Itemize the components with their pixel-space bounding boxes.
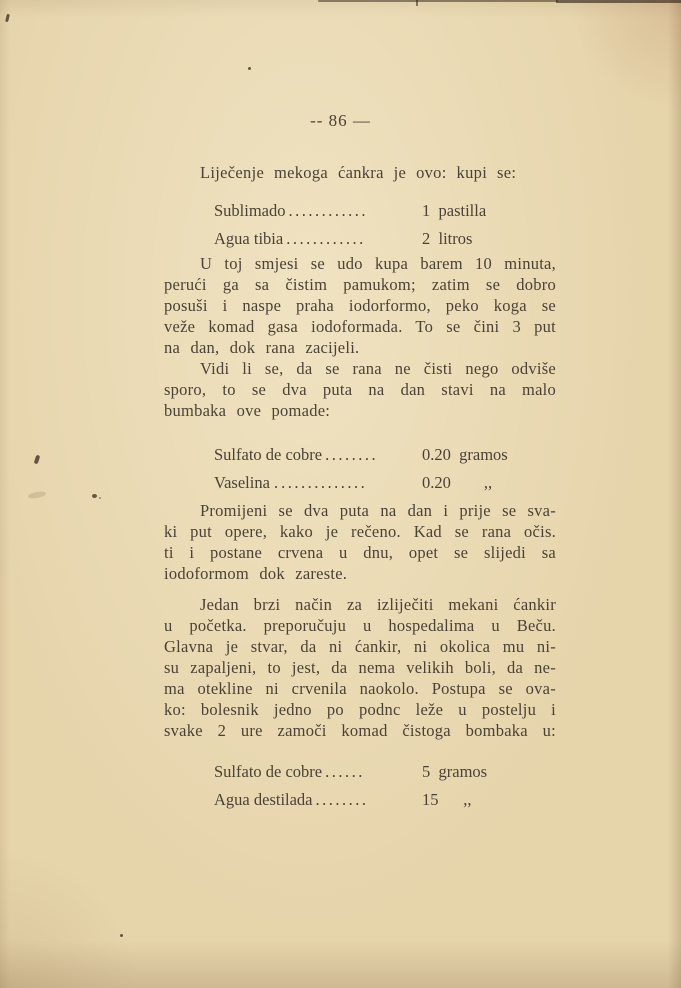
dosage-label: Sublimado bbox=[214, 201, 286, 220]
ink-speck bbox=[34, 455, 41, 465]
paragraph bbox=[164, 253, 556, 358]
dosage-value: 5 gramos bbox=[422, 762, 488, 781]
leader-dots: ............ bbox=[286, 229, 366, 248]
ink-speck bbox=[99, 497, 101, 499]
paragraph bbox=[164, 358, 556, 421]
text-line: Vidi li se, da se rana ne čisti nego odviše bbox=[200, 359, 556, 378]
dosage-list bbox=[164, 758, 556, 814]
dosage-row bbox=[164, 441, 556, 469]
text-line: svake 2 ure zamoči komad čistoga bombaka u: bbox=[164, 721, 556, 740]
ink-speck bbox=[416, 0, 418, 6]
page-number: -- 86 — bbox=[310, 111, 371, 130]
text-line: ti i postane crvena u dnu, opet se slijedi sa bbox=[164, 543, 556, 562]
dosage-row bbox=[164, 469, 556, 497]
leader-dots: ........ bbox=[315, 790, 369, 809]
dosage-value: 0.20 gramos bbox=[422, 445, 508, 464]
ink-speck bbox=[92, 494, 97, 498]
leader-dots: ...... bbox=[325, 762, 365, 781]
dosage-row bbox=[164, 225, 556, 253]
text-line: veže komad gasa iodoformada. To se čini 3 put bbox=[164, 317, 556, 336]
scan-edge-line bbox=[318, 0, 558, 2]
dosage-list bbox=[164, 441, 556, 497]
scan-edge-line bbox=[556, 0, 681, 3]
dosage-label: Vaselina . bbox=[214, 473, 279, 492]
dosage-value: 15 ,, bbox=[422, 790, 472, 809]
dosage-value: 2 litros bbox=[422, 229, 473, 248]
dosage-row bbox=[164, 786, 556, 814]
leader-dots: ........ bbox=[325, 445, 379, 464]
text-line: Promijeni se dva puta na dan i prije se sva- bbox=[200, 501, 556, 520]
text-line: su zapaljeni, to jest, da nema velikih boli, da ne- bbox=[164, 658, 556, 677]
dosage-value: 1 pastilla bbox=[422, 201, 487, 220]
dosage-list bbox=[164, 197, 556, 253]
dosage-row bbox=[164, 197, 556, 225]
text-line: u početka. preporučuju u hospedalima u Beču. bbox=[164, 616, 556, 635]
dosage-label: Sulfato de cobre bbox=[214, 445, 323, 464]
ink-speck bbox=[248, 67, 251, 70]
dosage-label: Sulfato de cobre bbox=[214, 762, 323, 781]
ink-speck bbox=[120, 934, 123, 937]
leader-dots: ............. bbox=[281, 473, 368, 492]
text-line: na dan, dok rana zacijeli. bbox=[164, 338, 360, 357]
text-line: posuši i naspe praha iodorformo, peko koga se bbox=[164, 296, 556, 315]
text-line: Jedan brzi način za izliječiti mekani ćankir bbox=[200, 595, 556, 614]
dosage-label: Agua destilada bbox=[214, 790, 313, 809]
text-line: sporo, to se dva puta na dan stavi na malo bbox=[164, 380, 556, 399]
text-line: bumbaka ove pomade: bbox=[164, 401, 331, 420]
text-line: ma otekline ni crvenila naokolo. Postupa se ova- bbox=[164, 679, 556, 698]
dosage-row bbox=[164, 758, 556, 786]
leader-dots: ............ bbox=[288, 201, 369, 220]
paragraph bbox=[164, 500, 556, 584]
intro-line: Liječenje mekoga ćankra je ovo: kupi se: bbox=[200, 163, 517, 182]
paragraph bbox=[164, 594, 556, 741]
text-line: perući ga sa čistim pamukom; zatim se dobro bbox=[164, 275, 556, 294]
text-line: ko: bolesnik jedno po podnc leže u postelju i bbox=[164, 700, 556, 719]
dosage-label: Agua tibia bbox=[214, 229, 284, 248]
text-line: Glavna je stvar, da ni ćankir, ni okolica mu ni- bbox=[164, 637, 556, 656]
dosage-value: 0.20 ,, bbox=[422, 473, 493, 492]
ink-speck bbox=[5, 14, 10, 22]
text-line: U toj smjesi se udo kupa barem 10 minuta, bbox=[200, 254, 556, 273]
text-line: ki put opere, kako je rečeno. Kad se rana očis. bbox=[164, 522, 556, 541]
paper-smudge bbox=[28, 490, 47, 499]
text-line: iodoformom dok zareste. bbox=[164, 564, 348, 583]
